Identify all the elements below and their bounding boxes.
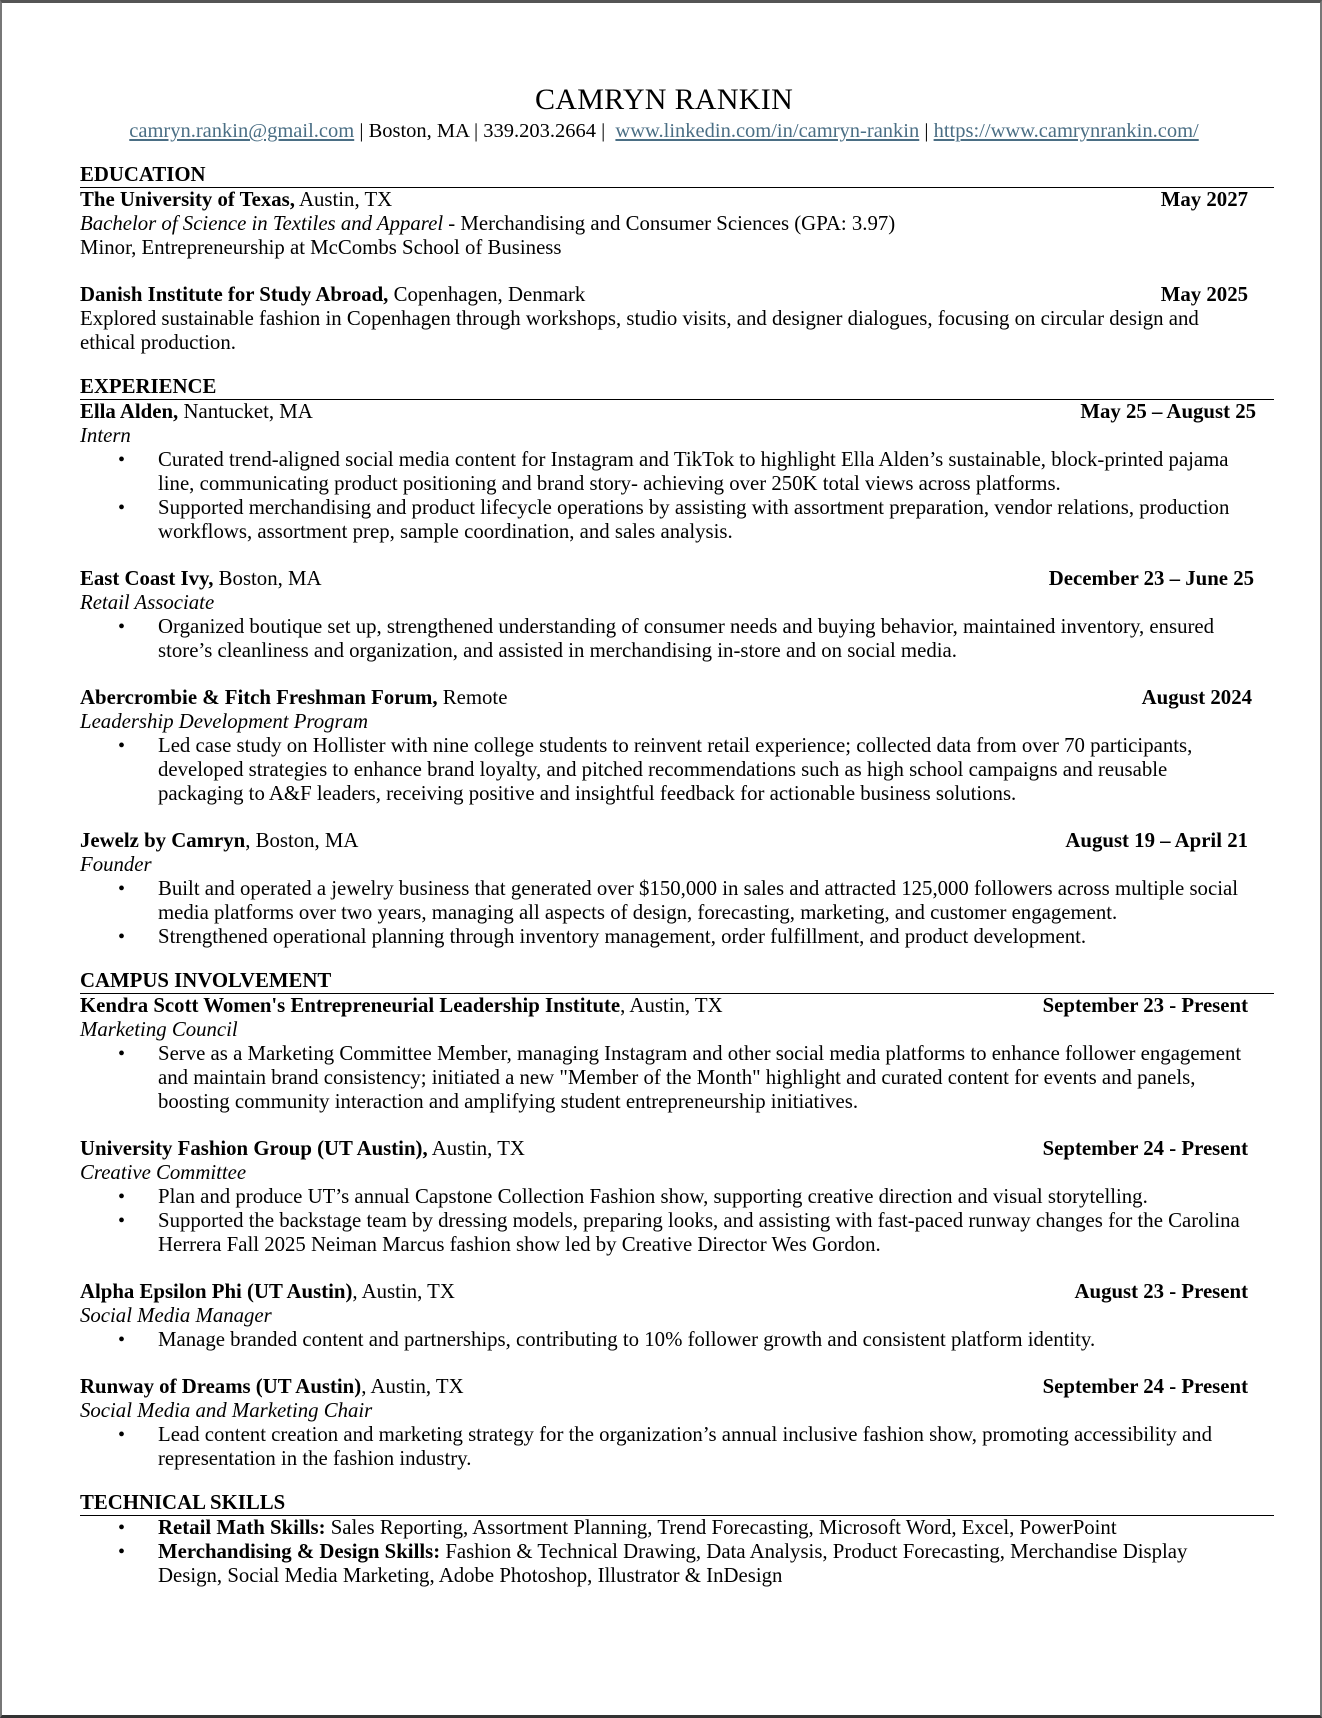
entry-date: September 24 - Present [1042,1137,1248,1160]
bullet-list [80,1423,1248,1471]
entry-role: Marketing Council [80,1018,238,1041]
bullet-list [80,734,1248,806]
separator: | [601,120,616,142]
entry-org: Jewelz by Camryn [80,829,246,852]
experience-entry [80,686,1252,806]
entry-role: Leadership Development Program [80,710,369,733]
candidate-name: CAMRYN RANKIN [534,83,794,116]
entry-date: August 2024 [1141,686,1252,709]
entry-org: The University of Texas, [80,188,295,211]
entry-header [80,400,1256,424]
entry-header [80,567,1254,591]
bullet-list [80,1328,1248,1352]
campus-entry [80,994,1248,1114]
bullet-item: • Strengthened operational planning through inventory management, order fulfillment, and product development. [80,925,1248,949]
entry-org: Abercrombie & Fitch Freshman Forum, [80,686,438,709]
entry-role: Creative Committee [80,1161,247,1184]
entry-org: Alpha Epsilon Phi (UT Austin) [80,1280,353,1303]
entry-header [80,1375,1248,1399]
entry-date: May 25 – August 25 [1080,400,1256,423]
bullet-list [80,615,1248,663]
bullet-item: • Organized boutique set up, strengthened understanding of consumer needs and buying behavior, maintained inventory, ensured store’s cleanliness and organization, and assisted in merchandising in-store and on social media. [80,615,1248,663]
entry-org-line [80,994,723,1018]
entry-place: Remote [437,686,508,709]
entry-header [80,829,1248,853]
degree-line [80,212,1248,236]
entry-org-line [80,829,358,853]
entry-place: , Austin, TX [361,1375,464,1398]
degree-detail: - Merchandising and Consumer Sciences (GPA: 3.97) [443,212,896,235]
entry-org-line [80,686,507,710]
entry-role: Social Media Manager [80,1304,272,1327]
experience-entry [80,829,1248,949]
experience-section [80,375,1256,949]
entry-org: Runway of Dreams (UT Austin) [80,1375,362,1398]
experience-entry [80,400,1256,544]
entry-role: Retail Associate [80,591,215,614]
entry-description: Explored sustainable fashion in Copenhagen through workshops, studio visits, and designer dialogues, focusing on circular design and ethical production. [80,307,1199,354]
section-title: EDUCATION [80,163,1274,188]
entry-date: September 23 - Present [1042,994,1248,1017]
entry-date: September 24 - Present [1042,1375,1248,1398]
entry-org-line [80,1375,464,1399]
entry-org-line [80,188,392,212]
section-title: EXPERIENCE [80,375,1274,400]
separator: | [924,120,934,142]
skill-item [80,1516,1248,1540]
entry-place: Austin, TX [427,1137,525,1160]
entry-place: Copenhagen, Denmark [388,283,586,306]
entry-header [80,1137,1248,1161]
entry-header [80,994,1248,1018]
bullet-item: • Manage branded content and partnerships, contributing to 10% follower growth and consistent platform identity. [80,1328,1248,1352]
minor-line: Minor, Entrepreneurship at McCombs School of Business [80,236,562,259]
website-link[interactable]: https://www.camrynrankin.com/ [933,120,1199,142]
entry-place: , Austin, TX [620,994,723,1017]
entry-header [80,283,1248,307]
entry-header [80,686,1252,710]
entry-date: August 19 – April 21 [1065,829,1248,852]
entry-org: Ella Alden, [80,400,179,423]
contact-line [80,119,1248,143]
skill-item [80,1540,1248,1588]
bullet-item: • Plan and produce UT’s annual Capstone Collection Fashion show, supporting creative direction and visual storytelling. [80,1185,1248,1209]
entry-date: August 23 - Present [1074,1280,1248,1303]
entry-place: Boston, MA [213,567,322,590]
entry-header [80,188,1248,212]
campus-entry [80,1137,1248,1257]
entry-org-line [80,283,585,307]
bullet-item: • Serve as a Marketing Committee Member, managing Instagram and other social media platforms to enhance follower engagement and maintain brand consistency; initiated a new "Member of the Month" highlight and curated content for events and panels, boosting community interaction and amplifying student entrepreneurship initiatives. [80,1042,1248,1114]
entry-role: Social Media and Marketing Chair [80,1399,373,1422]
entry-org: University Fashion Group (UT Austin), [80,1137,428,1160]
phone: 339.203.2664 [483,120,596,142]
bullet-list [80,1042,1248,1114]
skill-text: Fashion & Technical Drawing, Data Analysis, Product Forecasting, Merchandise Display Design, Social Media Marketing, Adobe Photoshop, Illustrator & InDesign [158,1540,1188,1587]
entry-org: Kendra Scott Women's Entrepreneurial Leadership Institute [80,994,621,1017]
entry-role: Founder [80,853,152,876]
education-entry [80,283,1248,355]
entry-org: East Coast Ivy, [80,567,214,590]
experience-entry [80,567,1254,663]
entry-date: May 2025 [1160,283,1248,306]
skills-list [80,1516,1248,1588]
bullet-list [80,448,1248,544]
education-section [80,163,1248,355]
bullet-item: • Curated trend-aligned social media content for Instagram and TikTok to highlight Ella Alden’s sustainable, block-printed pajama line, communicating product positioning and brand story- achieving over 250K total views across platforms. [80,448,1248,496]
skill-label: Merchandising & Design Skills: [158,1540,441,1563]
entry-place: , Austin, TX [352,1280,455,1303]
bullet-item: • Lead content creation and marketing strategy for the organization’s annual inclusive fashion show, promoting accessibility and representation in the fashion industry. [80,1423,1248,1471]
bullet-item: • Supported the backstage team by dressing models, preparing looks, and assisting with fast-paced runway changes for the Carolina Herrera Fall 2025 Neiman Marcus fashion show led by Creative Director Wes Gordon. [80,1209,1248,1257]
entry-place: Austin, TX [294,188,393,211]
separator: | [359,120,369,142]
section-title: CAMPUS INVOLVEMENT [80,969,1274,994]
degree-name: Bachelor of Science in Textiles and Apparel [80,212,444,235]
bullet-list [80,1185,1248,1257]
resume-content [80,83,1256,1588]
entry-header [80,1280,1248,1304]
bullet-item: • Supported merchandising and product lifecycle operations by assisting with assortment preparation, vendor relations, production workflows, assortment prep, sample coordination, and sales analysis. [80,496,1248,544]
section-title: TECHNICAL SKILLS [80,1491,1274,1516]
education-entry [80,188,1248,260]
skills-section [80,1491,1248,1588]
entry-place: , Boston, MA [245,829,359,852]
email-link[interactable]: camryn.rankin@gmail.com [129,120,355,142]
entry-org: Danish Institute for Study Abroad, [80,283,389,306]
bullet-list [80,877,1248,949]
campus-entry [80,1280,1248,1352]
entry-role: Intern [80,424,131,447]
bullet-item: • Led case study on Hollister with nine college students to reinvent retail experience; collected data from over 70 participants, developed strategies to enhance brand loyalty, and pitched recommendations such as high school campaigns and reusable packaging to A&F leaders, receiving positive and insightful feedback for actionable business solutions. [80,734,1248,806]
skill-label: Retail Math Skills: [158,1516,326,1539]
entry-org-line [80,567,322,591]
entry-org-line [80,1280,455,1304]
location: Boston, MA [368,120,469,142]
linkedin-link[interactable]: www.linkedin.com/in/camryn-rankin [615,120,920,142]
entry-place: Nantucket, MA [178,400,313,423]
campus-entry [80,1375,1248,1471]
skill-text: Sales Reporting, Assortment Planning, Trend Forecasting, Microsoft Word, Excel, PowerPoint [325,1516,1117,1539]
campus-section [80,969,1248,1471]
entry-org-line [80,1137,525,1161]
entry-org-line [80,400,313,424]
bullet-item: • Built and operated a jewelry business that generated over $150,000 in sales and attracted 125,000 followers across multiple social media platforms over two years, managing all aspects of design, forecasting, marketing, and customer engagement. [80,877,1248,925]
separator: | [473,120,484,142]
entry-date: December 23 – June 25 [1048,567,1254,590]
entry-date: May 2027 [1160,188,1248,211]
